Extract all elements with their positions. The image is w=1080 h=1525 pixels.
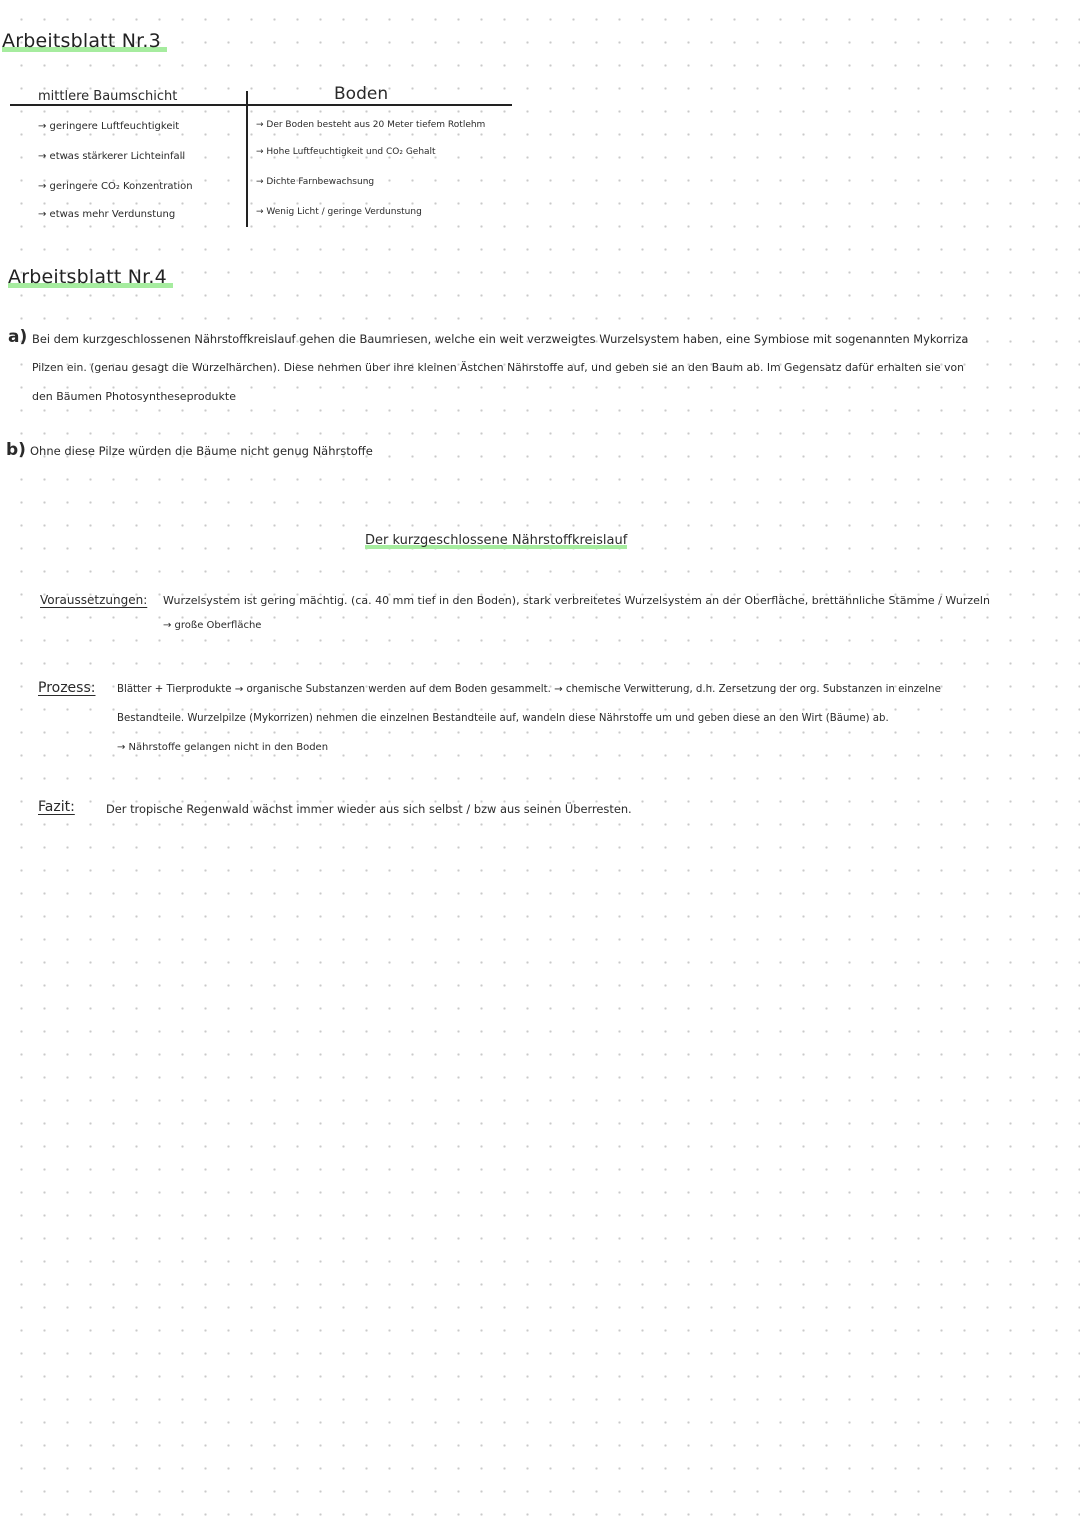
table-column-divider: [246, 91, 248, 227]
answer-b-marker: b): [6, 440, 26, 460]
kreislauf-title: Der kurzgeschlossene Nährstoffkreislauf: [365, 533, 628, 548]
right-item: → Dichte Farnbewachsung: [256, 177, 375, 187]
table-header-rule: [10, 104, 512, 106]
prozess-line: → Nährstoffe gelangen nicht in den Boden: [117, 742, 329, 753]
right-item: → Hohe Luftfeuchtigkeit und CO₂ Gehalt: [256, 147, 436, 157]
fazit-text: Der tropische Regenwald wächst immer wieder aus sich selbst / bzw aus seinen Überresten.: [106, 802, 632, 816]
left-item: → geringere CO₂ Konzentration: [38, 181, 193, 192]
fazit-label: Fazit:: [38, 799, 75, 815]
voraussetzungen-line: → große Oberfläche: [163, 620, 262, 631]
answer-a-line: Bei dem kurzgeschlossenen Nährstoffkreislauf gehen die Baumriesen, welche ein weit verzweigtes Wurzelsystem haben, eine Symbiose mit sogenannten Mykorriza: [32, 332, 969, 346]
answer-a-line: den Bäumen Photosyntheseprodukte: [32, 390, 236, 403]
left-item: → etwas mehr Verdunstung: [38, 209, 176, 220]
worksheet-3-title: Arbeitsblatt Nr.3: [2, 30, 167, 52]
table-header-left: mittlere Baumschicht: [38, 89, 178, 104]
answer-a-marker: a): [8, 327, 28, 347]
prozess-label: Prozess:: [38, 680, 96, 696]
worksheet-4-title: Arbeitsblatt Nr.4: [8, 266, 173, 288]
answer-b-text: Ohne diese Pilze würden die Bäume nicht genug Nährstoffe: [30, 444, 373, 458]
prozess-line: Blätter + Tierprodukte → organische Substanzen werden auf dem Boden gesammelt. → chemische Verwitterung, d.h. Zersetzung der org. Substanzen in einzelne: [117, 684, 941, 695]
right-item: → Der Boden besteht aus 20 Meter tiefem Rotlehm: [256, 120, 486, 130]
prozess-line: Bestandteile. Wurzelpilze (Mykorrizen) nehmen die einzelnen Bestandteile auf, wandeln diese Nährstoffe um und geben diese an den Wirt (Bäume) ab.: [117, 713, 889, 724]
left-item: → geringere Luftfeuchtigkeit: [38, 121, 180, 132]
voraussetzungen-label: Voraussetzungen:: [40, 593, 148, 607]
left-item: → etwas stärkerer Lichteinfall: [38, 151, 186, 162]
voraussetzungen-line: Wurzelsystem ist gering mächtig. (ca. 40 mm tief in den Boden), stark verbreitetes Wurzelsystem an der Oberfläche, brettähnliche Stämme / Wurzeln: [163, 594, 990, 607]
right-item: → Wenig Licht / geringe Verdunstung: [256, 207, 422, 217]
answer-a-line: Pilzen ein. (genau gesagt die Wurzelhärchen). Diese nehmen über ihre kleinen Ästchen Nährstoffe auf, und geben sie an den Baum ab. Im Gegensatz dafür erhalten sie von: [32, 361, 964, 374]
table-header-right: Boden: [334, 84, 389, 104]
